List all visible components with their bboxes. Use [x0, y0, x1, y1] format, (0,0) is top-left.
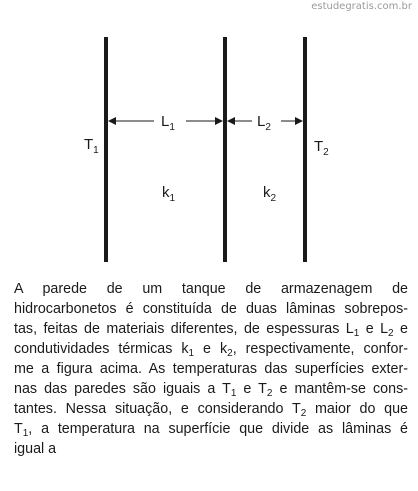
k1-label: $k_1$ [162, 184, 176, 204]
k2-label: $k_2$ [263, 184, 277, 204]
question-line-4: condutividades térmicas $k_1$ e $k_2$, respectivamente, confor- [14, 341, 408, 359]
question-line-6: nas das paredes são iguais a $T_1$ e $T_2$ e mantêm-se cons- [14, 381, 408, 399]
t1-label: $T_1$ [84, 136, 99, 156]
watermark: estudegratis.com.br [311, 1, 412, 12]
question-line-1: A parede de um tanque de armazenagem de [14, 281, 408, 297]
l1-label: $L_1$ [161, 113, 175, 133]
t2-label: $T_2$ [314, 138, 329, 158]
question-line-7: tantes. Nessa situação, e considerando $T_2$ maior do que [14, 401, 408, 419]
question-line-8: $T_1$, a temperatura na superfície que divide as lâminas é [14, 421, 408, 439]
question-text [14, 279, 408, 459]
question-line-5: me a figura acima. As temperaturas das superfícies exter- [14, 361, 408, 377]
question-line-9: igual a [14, 441, 57, 457]
question-line-2: hidrocarbonetos é constituída de duas lâminas sobrepos- [14, 301, 408, 317]
l2-label: $L_2$ [257, 113, 271, 133]
question-line-3: tas, feitas de materiais diferentes, de espessuras $L_1$ e $L_2$ e [14, 321, 408, 339]
